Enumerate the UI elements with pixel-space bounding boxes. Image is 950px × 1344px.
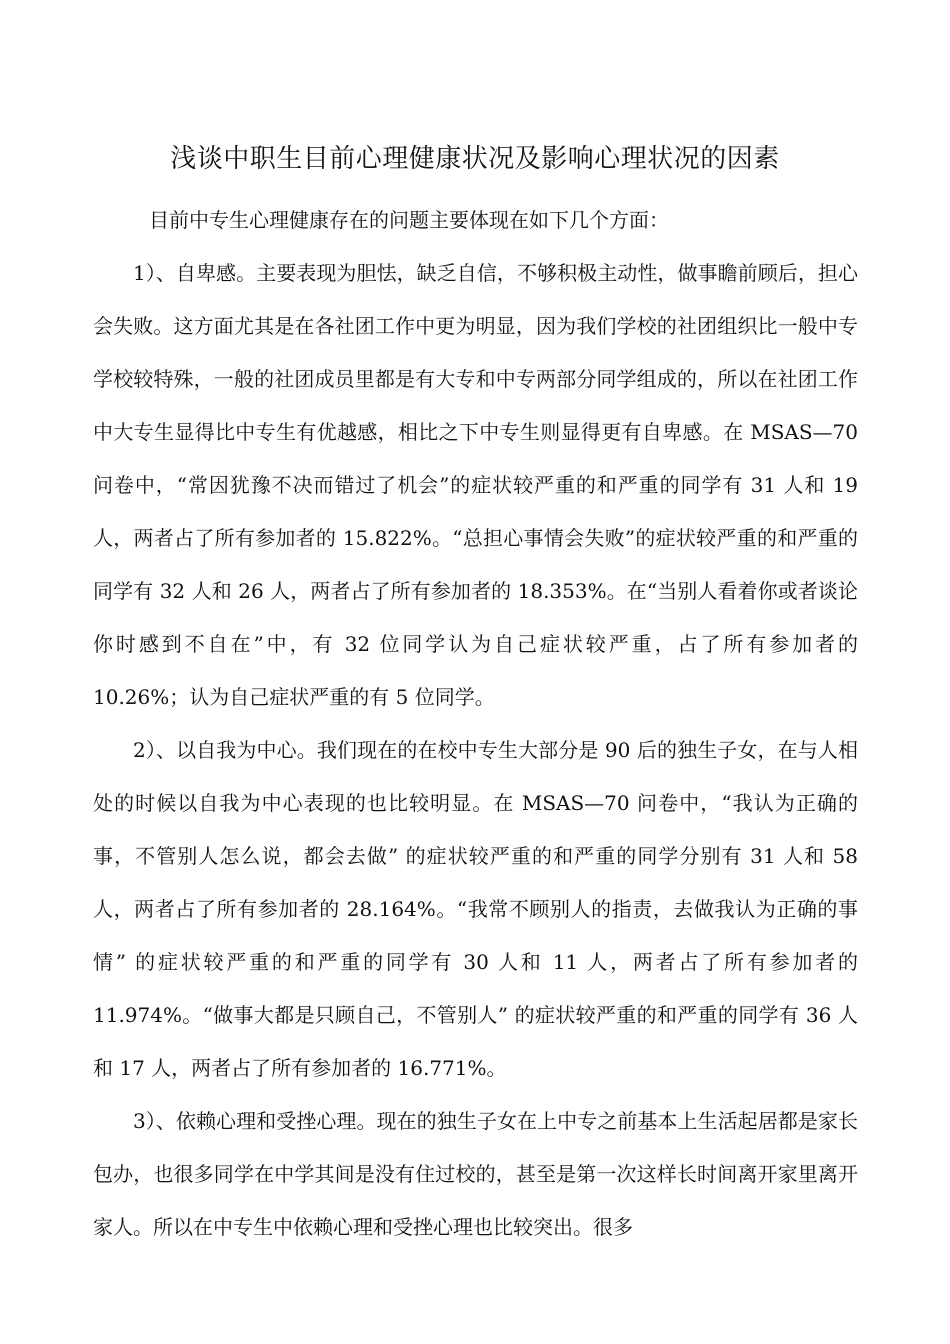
document-body xyxy=(93,194,858,1254)
paragraph-inferiority: 1）、自卑感。主要表现为胆怯，缺乏自信，不够积极主动性，做事瞻前顾后，担心会失败。这方面尤其是在各社团工作中更为明显，因为我们学校的社团组织比一般中专学校较特殊，一般的社团成员里都是有大专和中专两部分同学组成的，所以在社团工作中大专生显得比中专生有优越感，相比之下中专生则显得更有自卑感。在 MSAS—70 问卷中，“常因犹豫不决而错过了机会”的症状较严重的和严重的同学有 31 人和 19 人，两者占了所有参加者的 15.822%。“总担心事情会失败”的症状较严重的和严重的同学有 32 人和 26 人，两者占了所有参加者的 18.353%。在“当别人看着你或者谈论你时感到不自在”中，有 32 位同学认为自己症状较严重，占了所有参加者的 10.26%；认为自己症状严重的有 5 位同学。 xyxy=(93,261,858,709)
document-title: 浅谈中职生目前心理健康状况及影响心理状况的因素 xyxy=(170,144,780,174)
intro-paragraph: 目前中专生心理健康存在的问题主要体现在如下几个方面： xyxy=(149,208,669,232)
paragraph-dependence: 3）、依赖心理和受挫心理。现在的独生子女在上中专之前基本上生活起居都是家长包办，也很多同学在中学其间是没有住过校的，甚至是第一次这样长时间离开家里离开家人。所以在中专生中依赖心理和受挫心理也比较突出。很多 xyxy=(93,1109,858,1239)
paragraph-self-centered: 2）、以自我为中心。我们现在的在校中专生大部分是 90 后的独生子女，在与人相处的时候以自我为中心表现的也比较明显。在 MSAS—70 问卷中，“我认为正确的事，不管别人怎么说，都会去做” 的症状较严重的和严重的同学分别有 31 人和 58 人，两者占了所有参加者的 28.164%。“我常不顾别人的指责，去做我认为正确的事情” 的症状较严重的和严重的同学有 30 人和 11 人，两者占了所有参加者的 11.974%。“做事大都是只顾自己，不管别人” 的症状较严重的和严重的同学有 36 人和 17 人，两者占了所有参加者的 16.771%。 xyxy=(93,738,858,1080)
